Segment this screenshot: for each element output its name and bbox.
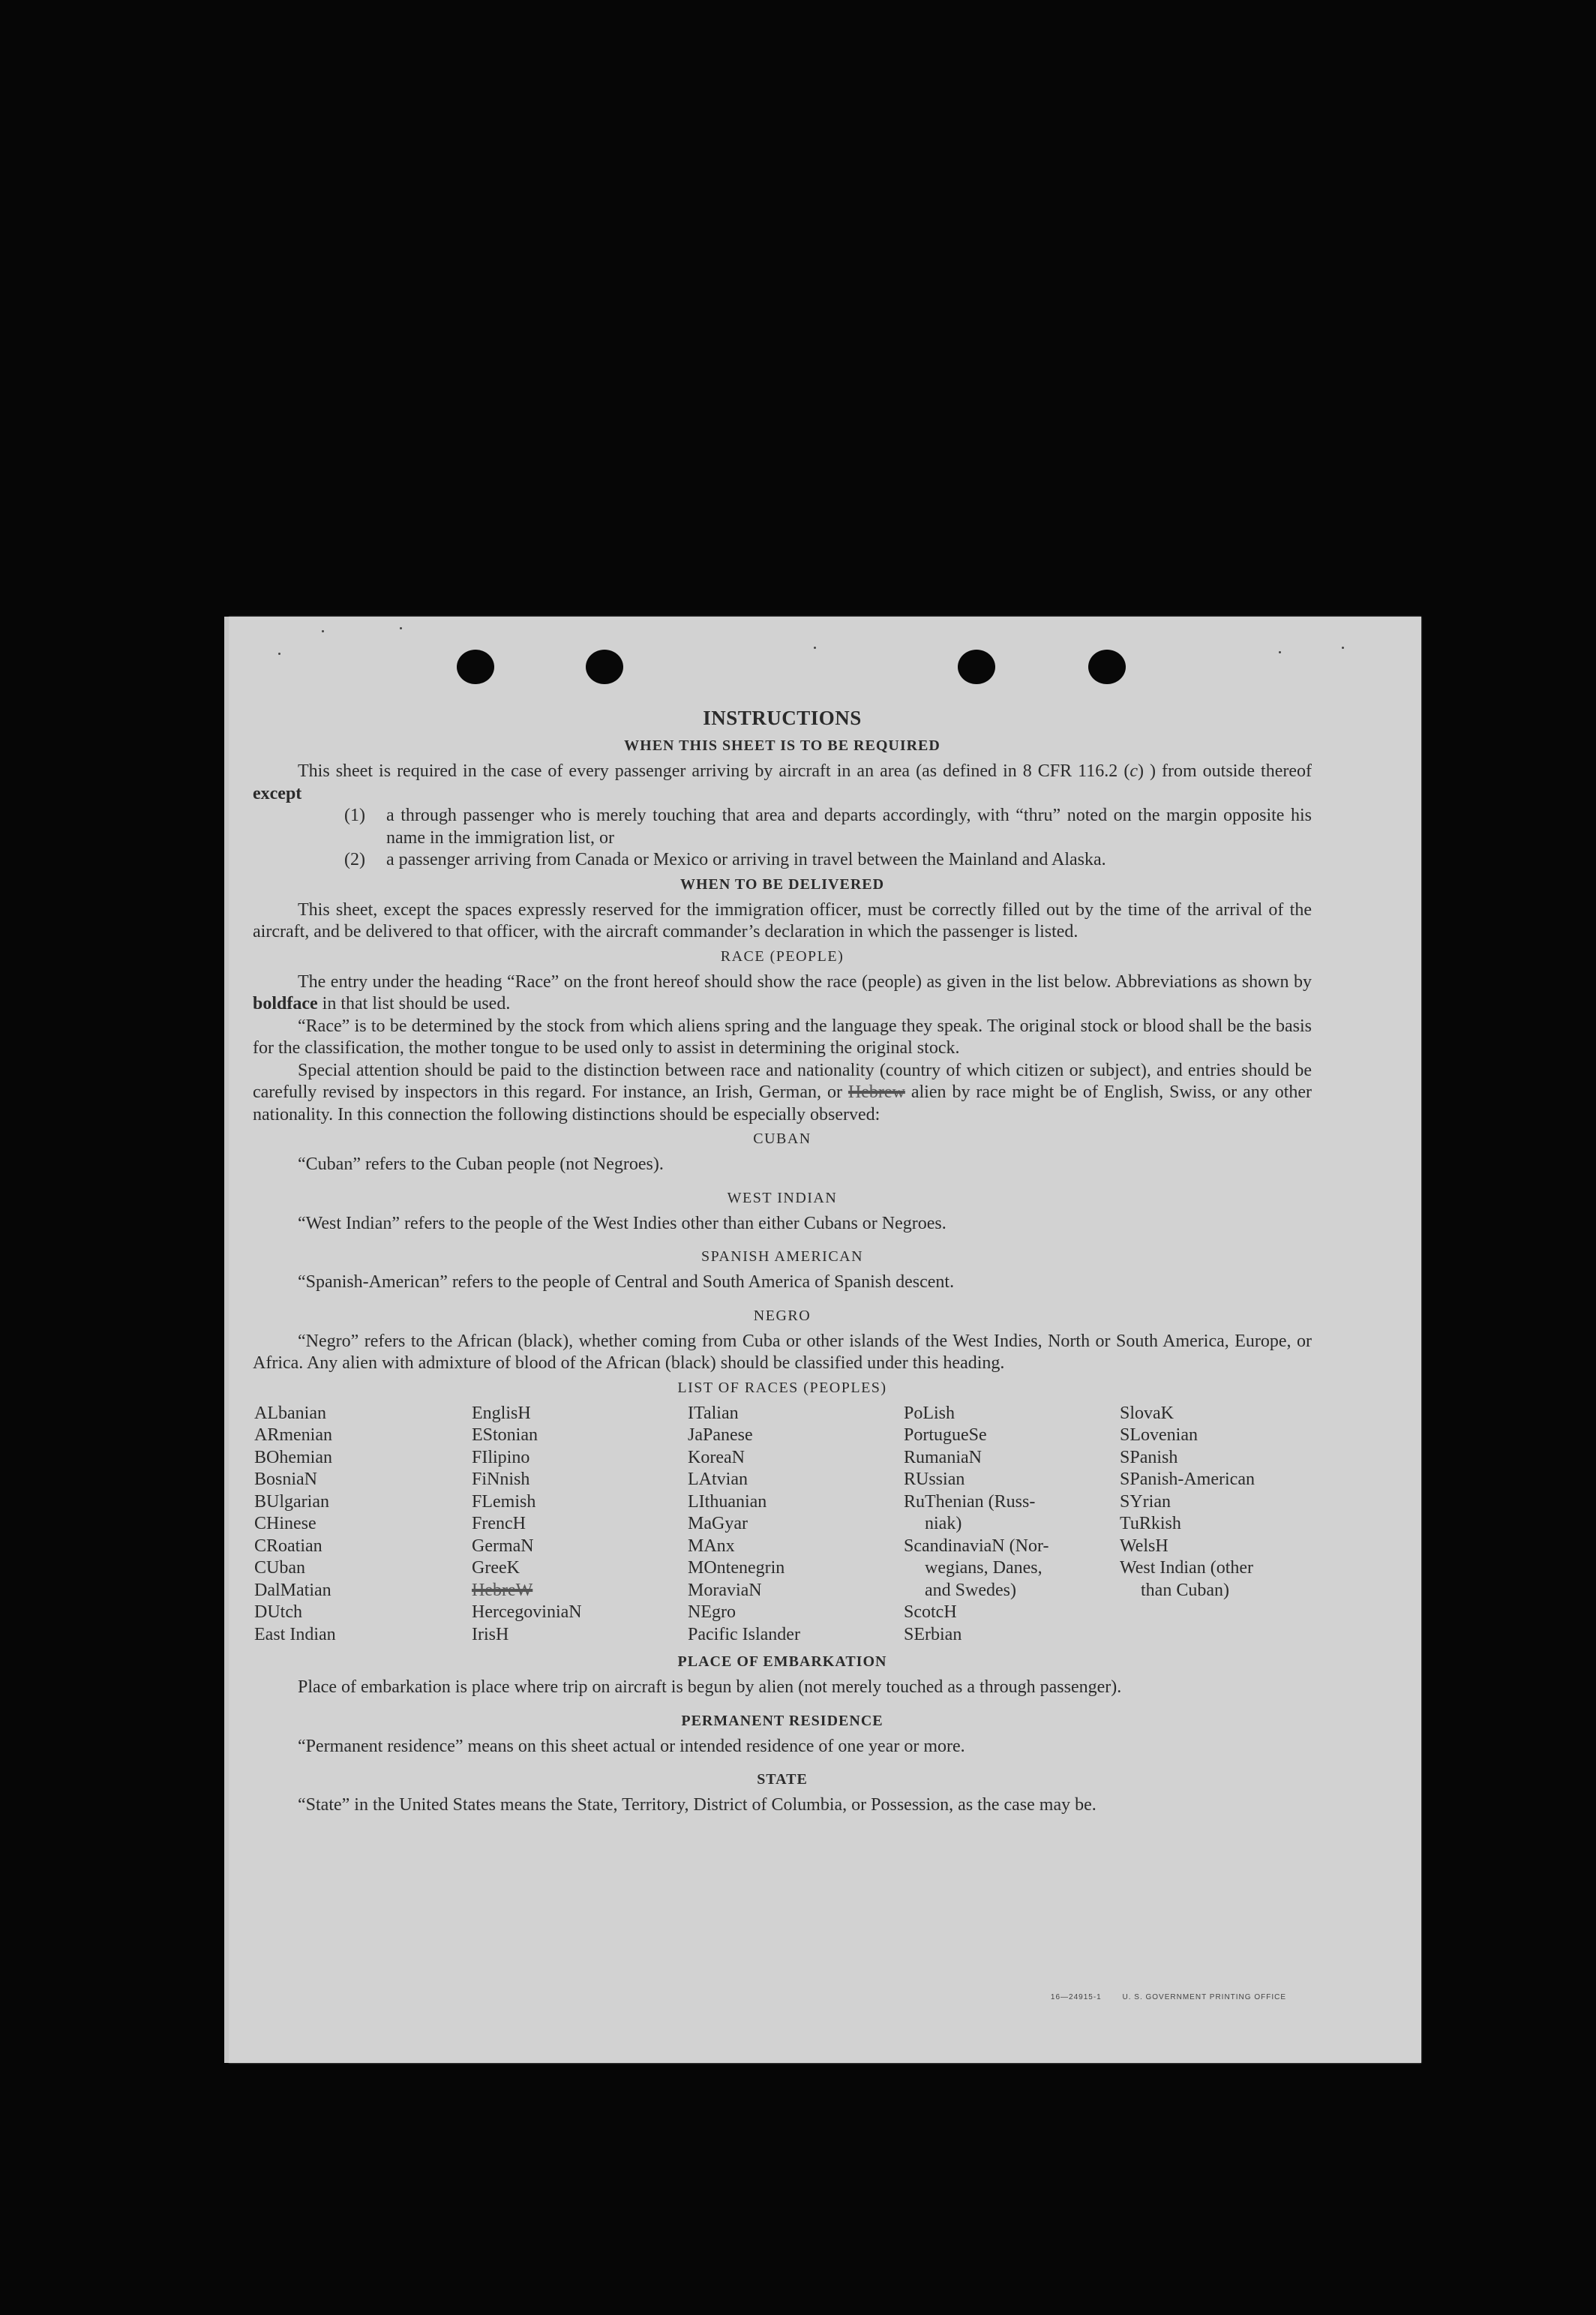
race-entry-continuation: wegians, Danes, [925,1558,1042,1578]
race-entry: TuRkish [1120,1514,1181,1533]
race-entry: DalMatian [254,1580,332,1600]
paper-speck [814,647,816,649]
text-run: ) ) from outside thereof [1137,761,1312,781]
document-title: INSTRUCTIONS [703,707,862,729]
item-text: a through passenger who is merely touching that area and departs accordingly, with “thru” noted on the margin opposite his name in the immigration list, or [386,806,1312,848]
italic-text: c [1130,761,1138,781]
race-entry: BUlgarian [254,1491,329,1512]
form-number: 16—24915-1 [1050,1993,1102,2001]
instructions-body [253,707,1312,1817]
race-entry: ITalian [688,1403,739,1423]
race-entry: EStonian [472,1425,538,1445]
text-run: The entry under the heading “Race” on the front hereof should show the race (people) as given in the list below. Abbreviations as shown by [298,971,1312,992]
race-entry: SPanish [1120,1447,1178,1467]
race-paragraph-3 [253,1060,1312,1127]
race-entry: EnglisH [472,1403,531,1423]
embarkation-paragraph: Place of embarkation is place where trip on aircraft is begun by alien (not merely touched as a through passenger). [298,1677,1122,1697]
text-run: in that list should be used. [317,994,511,1013]
race-entry: IrisH [472,1624,509,1644]
race-entry: RUssian [904,1470,965,1489]
negro-paragraph: “Negro” refers to the African (black), whether coming from Cuba or other islands of the West Indies, North or South America, Europe, or Africa. Any alien with admixture of blood of the African (black) should be classified under this heading. [253,1331,1312,1373]
paper-speck [400,627,402,629]
sheet-edge [224,617,229,2063]
race-entry: KoreaN [688,1447,745,1467]
race-paragraph-1 [253,971,1312,1016]
race-entry: CUban [254,1558,305,1578]
cuban-paragraph: “Cuban” refers to the Cuban people (not Negroes). [298,1154,664,1174]
section-heading-embarkation: PLACE OF EMBARKATION [677,1653,887,1670]
numbered-item [253,805,1312,849]
race-entry: West Indian (other [1120,1558,1254,1578]
spacer [253,1235,1312,1244]
race-entry: FLemish [472,1491,536,1512]
race-entry: GreeK [472,1558,520,1578]
race-entry: ScandinaviaN (Nor- [904,1536,1049,1556]
section-heading-list-of-races: LIST OF RACES (PEOPLES) [677,1379,887,1396]
races-column [472,1403,688,1647]
punch-hole [958,650,995,684]
race-entry: MAnx [688,1536,735,1556]
spacer [253,1176,1312,1185]
section-heading-west-indian: WEST INDIAN [727,1189,838,1206]
residence-paragraph: “Permanent residence” means on this sheet actual or intended residence of one year or more. [298,1736,965,1756]
race-entry: RumaniaN [904,1447,982,1467]
race-entry: SPanish-American [1120,1470,1255,1489]
race-entry: East Indian [254,1624,336,1644]
punch-hole [586,650,623,684]
race-entry-continuation: niak) [925,1514,962,1533]
struck-text: Hebrew [848,1082,905,1102]
race-entry: BOhemian [254,1447,332,1467]
race-entry: FrencH [472,1514,526,1533]
race-entry: NEgro [688,1602,736,1622]
race-entry: HercegoviniaN [472,1602,582,1622]
race-entry: JaPanese [688,1425,753,1445]
race-entry: PoLish [904,1403,956,1423]
race-entry-continuation: than Cuban) [1141,1580,1229,1600]
race-entry: SYrian [1120,1491,1171,1512]
spacer [253,1699,1312,1708]
race-entry: MOntenegrin [688,1558,785,1578]
bold-text: except [253,783,302,803]
when-required-paragraph [253,761,1312,805]
race-entry: RuThenian (Russ- [904,1491,1036,1512]
instruction-sheet [229,617,1421,2063]
text-run: This sheet is required in the case of every passenger arriving by aircraft in an area (as defined in 8 CFR 116.2 ( [298,761,1130,781]
punch-hole [457,650,494,684]
spanish-american-paragraph: “Spanish-American” refers to the people of Central and South America of Spanish descent. [298,1272,955,1292]
race-entry: SlovaK [1120,1403,1174,1423]
paper-speck [1342,647,1344,649]
section-heading-state: STATE [757,1771,808,1788]
race-entry: PortugueSe [904,1425,987,1445]
when-delivered-paragraph: This sheet, except the spaces expressly reserved for the immigration officer, must be correctly filled out by the time of the arrival of the aircraft, and be delivered to that officer, with the aircraft commander’s declaration in which the passenger is listed. [253,899,1312,941]
punch-hole [1088,650,1126,684]
race-entry: LIthuanian [688,1491,767,1512]
races-column [904,1403,1120,1647]
race-entry: FiNnish [472,1470,530,1489]
race-entry: CRoatian [254,1536,322,1556]
section-heading-negro: NEGRO [753,1307,812,1324]
spacer [253,1294,1312,1303]
race-entry: ARmenian [254,1425,332,1445]
race-entry: CHinese [254,1514,316,1533]
race-entry-continuation: and Swedes) [925,1580,1016,1600]
race-entry: SErbian [904,1624,962,1644]
race-entry: GermaN [472,1536,534,1556]
race-entry: MaGyar [688,1514,748,1533]
race-paragraph-2: “Race” is to be determined by the stock from which aliens spring and the language they speak. The original stock or blood shall be the basis for the classification, the mother tongue to be used only to assist in determining the original stock. [253,1016,1312,1058]
state-paragraph: “State” in the United States means the State, Territory, District of Columbia, or Possession, as the case may be. [298,1795,1096,1815]
race-entry: FIlipino [472,1447,530,1467]
section-heading-residence: PERMANENT RESIDENCE [681,1712,884,1729]
section-heading-cuban: CUBAN [753,1130,812,1147]
race-entry: LAtvian [688,1470,748,1489]
race-entry: BosniaN [254,1470,317,1489]
race-entry: Pacific Islander [688,1624,800,1644]
spacer [253,1758,1312,1767]
race-entry: SLovenian [1120,1425,1198,1445]
races-column [254,1403,472,1647]
printer-footer [1033,1993,1286,2001]
race-entry: WelsH [1120,1536,1168,1556]
numbered-item [253,849,1312,872]
race-entry: ScotcH [904,1602,957,1622]
item-text: a passenger arriving from Canada or Mexico or arriving in travel between the Mainland and Alaska. [386,850,1106,869]
section-heading-when-required: WHEN THIS SHEET IS TO BE REQUIRED [624,737,940,754]
paper-speck [278,653,280,655]
race-entry: ALbanian [254,1403,326,1423]
race-entry: MoraviaN [688,1580,762,1600]
printer-name: U. S. GOVERNMENT PRINTING OFFICE [1122,1993,1286,2001]
races-column [688,1403,904,1647]
text-run: alien by race might be of English, Swiss, or any other nationality. In this connection the following distinctions should be especially observed: [253,1082,1312,1124]
races-column [1120,1403,1315,1647]
item-number: (2) [344,850,365,869]
west-indian-paragraph: “West Indian” refers to the people of the West Indies other than either Cubans or Negroes. [298,1213,946,1233]
section-heading-spanish-american: SPANISH AMERICAN [700,1248,864,1265]
item-number: (1) [344,806,365,825]
race-entry: DUtch [254,1602,302,1622]
paper-speck [322,630,324,632]
text-run: Special attention should be paid to the distinction between race and nationality (country of which citizen or subject), and entries should be carefully revised by inspectors in this regard. For instance, an Irish, German, or [253,1060,1312,1102]
race-entry-struck: HebreW [472,1580,533,1600]
races-list [254,1403,1312,1647]
bold-text: boldface [253,994,318,1013]
paper-speck [1279,651,1281,653]
section-heading-when-delivered: WHEN TO BE DELIVERED [680,875,885,893]
section-heading-race: RACE (PEOPLE) [720,947,844,965]
